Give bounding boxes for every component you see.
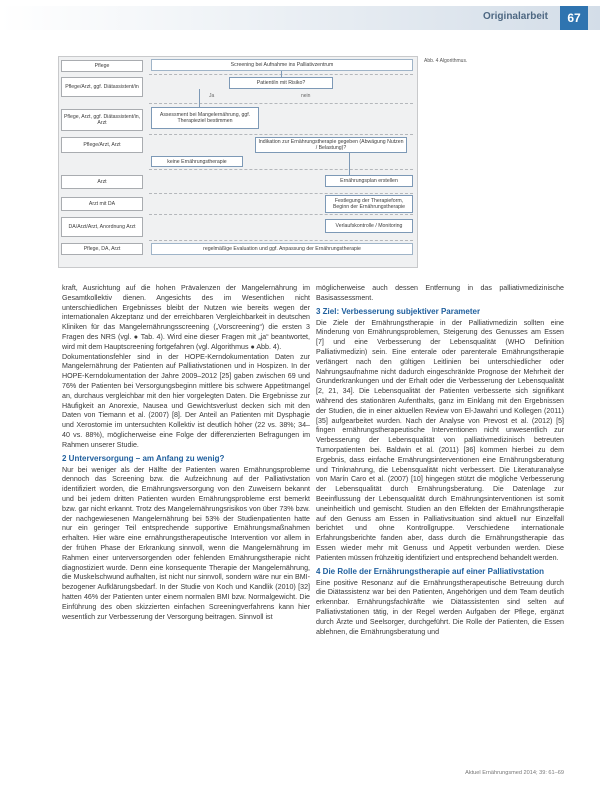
figure-caption: Abb. 4 Algorithmus. [424,58,468,64]
box-evaluation: regelmäßige Evaluation und ggf. Anpassung der Ernährungstherapie [151,243,413,255]
lane-separator [149,169,413,170]
lane-label: Pflege, Arzt, ggf. Diätassistent/in, Arzt [61,109,143,131]
connector [349,153,350,175]
lane-separator [149,193,413,194]
paragraph: möglicherweise auch dessen Entfernung in das palliativmedizinische Basisassessment. [316,284,564,302]
lane-label: Pflege [61,60,143,72]
paragraph: Dokumentationsfehler sind in der HOPE-Kerndokumentation Daten zur Mangelernährung der Patienten auf Palliativstationen und in Hospizen. In der HOPE-Kerndokumentation der Jahre 2009–2012 [25] gaben zwischen 69 und 76% der Patienten bei Versorgungsbeginn mittlere bis schwere Appetitmangel an, durchaus vergleichbar mit den hier vorgelegten Daten. Die Ergebnisse zur Häufigkeit an Anorexie, Nausea und Gewichtsverlust decken sich mit den Daten von Tiemann et al. (2007) [8]. Der Anteil an Patienten mit Dysphagie und Xerostomie im untersuchten Kollektiv ist deutlich höher (22 vs. 38%; 34–40 vs. 88%), möglicherweise eine Folge der differenzierten Befragungen im Rahmen unserer Studie. [62,352,310,449]
paragraph: Nur bei weniger als der Hälfte der Patienten waren Ernährungsprobleme dennoch das Screening bzw. die Aufzeichnung auf der Palliativstation identifiziert worden, die Ernährungsversorgung von den Zuweisern bekannt und bei jedem dritten Patienten wurden Ernährungsprobleme erst bemerkt bzw. gar nicht erkannt. Trotz des Mangelernährungsrisikos von über 73% bzw. der nachgewiesenen Mangelernährung bei 53% der Studienpatienten hatte nur ein geringer Teil entsprechende supportive Ernährungsmaßnahmen erhalten. Hier wäre eine ernährungstherapeutische Intervention vor allem in der frühen Phase der Erkrankung sinnvoll, wenn die Mangelernährung im Rahmen einer unterversorgenden oder fehlenden Ernährungstherapie nicht diagnostiziert wurde. Denn eine konsequente Therapie der Mangelernährung, die Muskelschwund aufhalten, ist nicht nur sinnvoll, sondern wäre nur ein BMI-bezogener Aufklärungsbedarf. In der Studie von Koch und Kandlik (2010) [32] hatten 46% der Patienten unter einem normalen BMI bzw. Normalgewicht. Die Einführung des oben skizzierten einfachen Screeningverfahrens kann hier wesentlich zur Verbesserung der Versorgung beitragen. Sinnvoll ist [62,465,310,621]
section-label: Originalarbeit [482,11,548,22]
lane-label: Pflege/Arzt, ggf. Diätassistent/in [61,77,143,97]
paragraph: Die Ziele der Ernährungstherapie in der Palliativmedizin sollten eine Minderung von Ernährungsproblemen, Steigerung des Genusses am Essen [7] und eine Verbesserung der Lebensqualität (WHO Definition Palliativmedizin) sein. Eine enterale oder parenterale Ernährungstherapie verlängert nach den gültigen Leitlinien bei unterschiedlicher oder Nahrungsaufnahme nicht dadurch eingeschränkte Prognose der Mehrheit der Grunderkrankungen und der Erhalt oder die Verbesserung der Lebensqualität [2, 21, 34]. Die Lebensqualität der Patienten verbesserte sich signifikant während des stationären Aufenthalts, ganz im Einklang mit den Ergebnissen der Studien, die in einer aktuellen Review von El-Jawahri und Kollegen (2011) [35] aufgearbeitet wurden. Nach der Analyse von Prevost et al. (2012) [5] fingen ernährungstherapeutische Interventionen nicht unwesentlich zur Verbesserung der Lebensqualität von palliativmedizinisch betreuten Tumorpatienten bei. Baldwin et al. (2011) [36] kommen hierbei zu dem Ergebnis, dass einfache Ernährungsinterventionen eine Ernährungsberatung und Trinknahrung, die Lebensqualität nicht verbessert. Die Literaturanalyse von Marín Caro et al. (2007) [10] hingegen stützt die mögliche Verbesserung der Lebensqualität durch Ernährungsberatung. Die Datenlage zur Beeinflussung der Lebensqualität durch Ernährungsinterventionen ist somit uneinheitlich und gemischt. Studien an den Effekten der Ernährungstherapie auf den Genuss am Essen in Palliativsituation sind aktuell nur Einzelfall berichtet und ohne Kontrollgruppe. Verschiedene internationale Erfahrungsberichte fanden aber, dass durch die Ernährungstherapie das Essen wieder mehr mit Genuss und Appetit verbunden werden. Diese Patienten müssen frühzeitig identifiziert und entsprechend behandelt werden. [316,318,564,562]
paragraph: kraft, Ausrichtung auf die hohen Prävalenzen der Mangelernährung im Gesamtkollektiv dienen. Angesichts des im Wesentlichen nicht unterschiedlichen Ergebnisses bleibt der Nutzen wie bereits wegen der internationalen Akzeptanz und der erreichbaren Vergleichbarkeit in deutschen Kliniken für das Mangelernährungsscreening („Vorscreening“) die ersten 3 Fragen des NRS (vgl. ● Tab. 4). Wird eine dieser Fragen mit „ja“ beantwortet, wird mit dem Hauptscreening fortgefahren (vgl. Algorithmus ● Abb. 4). [62,284,310,351]
box-no-therapy: keine Ernährungstherapie [151,156,243,167]
page-number: 67 [560,6,588,30]
lane-separator [149,134,413,135]
box-assessment: Assessment bei Mangelernährung, ggf. Therapieziel bestimmen [151,107,259,129]
box-monitoring: Verlaufskontrolle / Monitoring [325,219,413,233]
right-column [316,284,564,637]
citation-footer: Aktuel Ernährungsmed 2014; 39: 61–69 [465,770,564,776]
box-therapy-start: Festlegung der Therapieform, Beginn der Ernährungstherapie [325,195,413,213]
connector [199,89,200,107]
box-indication: Indikation zur Ernährungstherapie gegeben (Abwägung Nutzen / Belastung)? [255,137,407,153]
label-yes: Ja [209,93,215,99]
lane-label: Pflege, DA, Arzt [61,243,143,255]
algorithm-figure [58,56,418,268]
lane-label: Arzt mit DA [61,197,143,211]
section-heading: 3 Ziel: Verbesserung subjektiver Parameter [316,306,481,316]
label-no: nein [301,93,311,99]
section-heading: 4 Die Rolle der Ernährungstherapie auf einer Palliativstation [316,566,545,576]
box-plan: Ernährungsplan erstellen [325,175,413,187]
lane-separator [149,240,413,241]
left-column [62,284,310,622]
lane-separator [149,103,413,104]
lane-label: Arzt [61,175,143,189]
paragraph: Eine positive Resonanz auf die Ernährungstherapeutische Betreuung durch die Diätassistenz war bei den Patienten, Angehörigen und dem Team deutlich erkennbar. Ernährungsfachkräfte wie Diätassistenten sind selten auf Palliativstationen tätig, in der Regel werden Aufgaben der Pflege, ergänzt durch Ärzte und Seelsorger, durchgeführt. Die Rolle der Patienten, die Essen ablehnen, die Ernährungsberatung und [316,578,564,636]
lane-label: DA/Arzt/Arzt, Anordnung Arzt [61,217,143,237]
box-screening: Screening bei Aufnahme ins Palliativzentrum [151,59,413,71]
section-heading: 2 Unterversorgung – am Anfang zu wenig? [62,453,225,463]
lane-label: Pflege/Arzt, Arzt [61,137,143,153]
box-risk-question: Patient/in mit Risiko? [229,77,333,89]
lane-separator [149,214,413,215]
